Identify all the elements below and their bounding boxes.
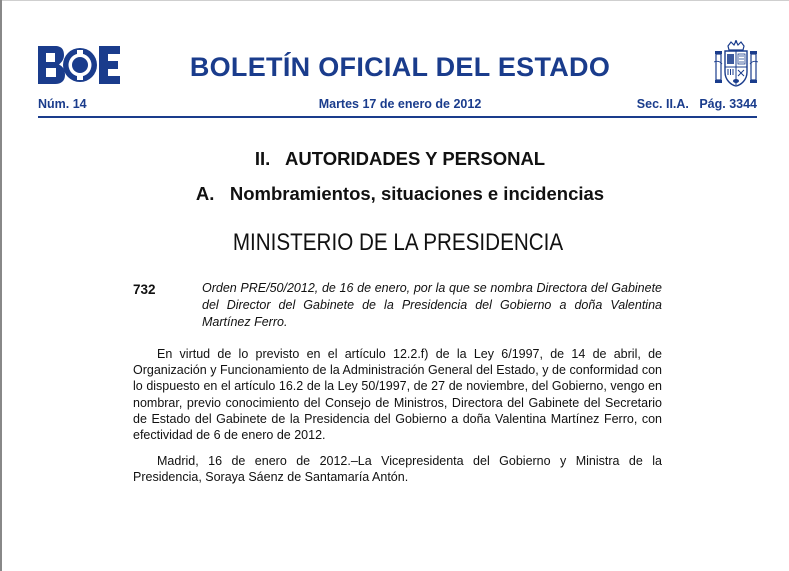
issue-date: Martes 17 de enero de 2012 [318,97,482,111]
issue-number: Núm. 14 [38,97,87,111]
masthead-title: BOLETÍN OFICIAL DEL ESTADO [189,52,611,82]
page-left-edge [0,0,2,571]
boe-logo-icon [38,46,120,84]
order-summary: Orden PRE/50/2012, de 16 de enero, por la que se nombra Directora del Gabinete del Director del Gabinete de la Presidencia del Gobierno a doña Valentina Martínez Ferro. [202,281,662,329]
order-number: 732 [133,282,156,297]
page-top-edge [0,0,789,1]
body-paragraph: En virtud de lo previsto en el artículo 12.2.f) de la Ley 6/1997, de 14 de abril, de Organización y Funcionamiento de la Administración General del Estado, y de conformidad con lo dispuesto en el artículo 16.2 de la Ley 50/1997, de 27 de noviembre, del Gobierno, vengo en nombrar, previo conocimiento del Consejo de Ministros, Directora del Gabinete del Secretario de Estado del Gabinete de la Presidencia del Gobierno a doña Valentina Martínez Ferro, con efectividad de 6 de enero de 2012. [133,347,662,443]
section-page: Sec. II.A. Pág. 3344 [636,97,757,111]
header-rule [38,116,757,118]
section-title: II. AUTORIDADES Y PERSONAL [254,148,546,169]
ministry-heading: MINISTERIO DE LA PRESIDENCIA [232,229,564,256]
subsection-title: A. Nombramientos, situaciones e incidencias [195,183,605,204]
coat-of-arms-icon [714,40,758,88]
signature-paragraph: Madrid, 16 de enero de 2012.–La Vicepresidenta del Gobierno y Ministra de la Presidencia, Soraya Sáenz de Santamaría Antón. [133,454,662,485]
